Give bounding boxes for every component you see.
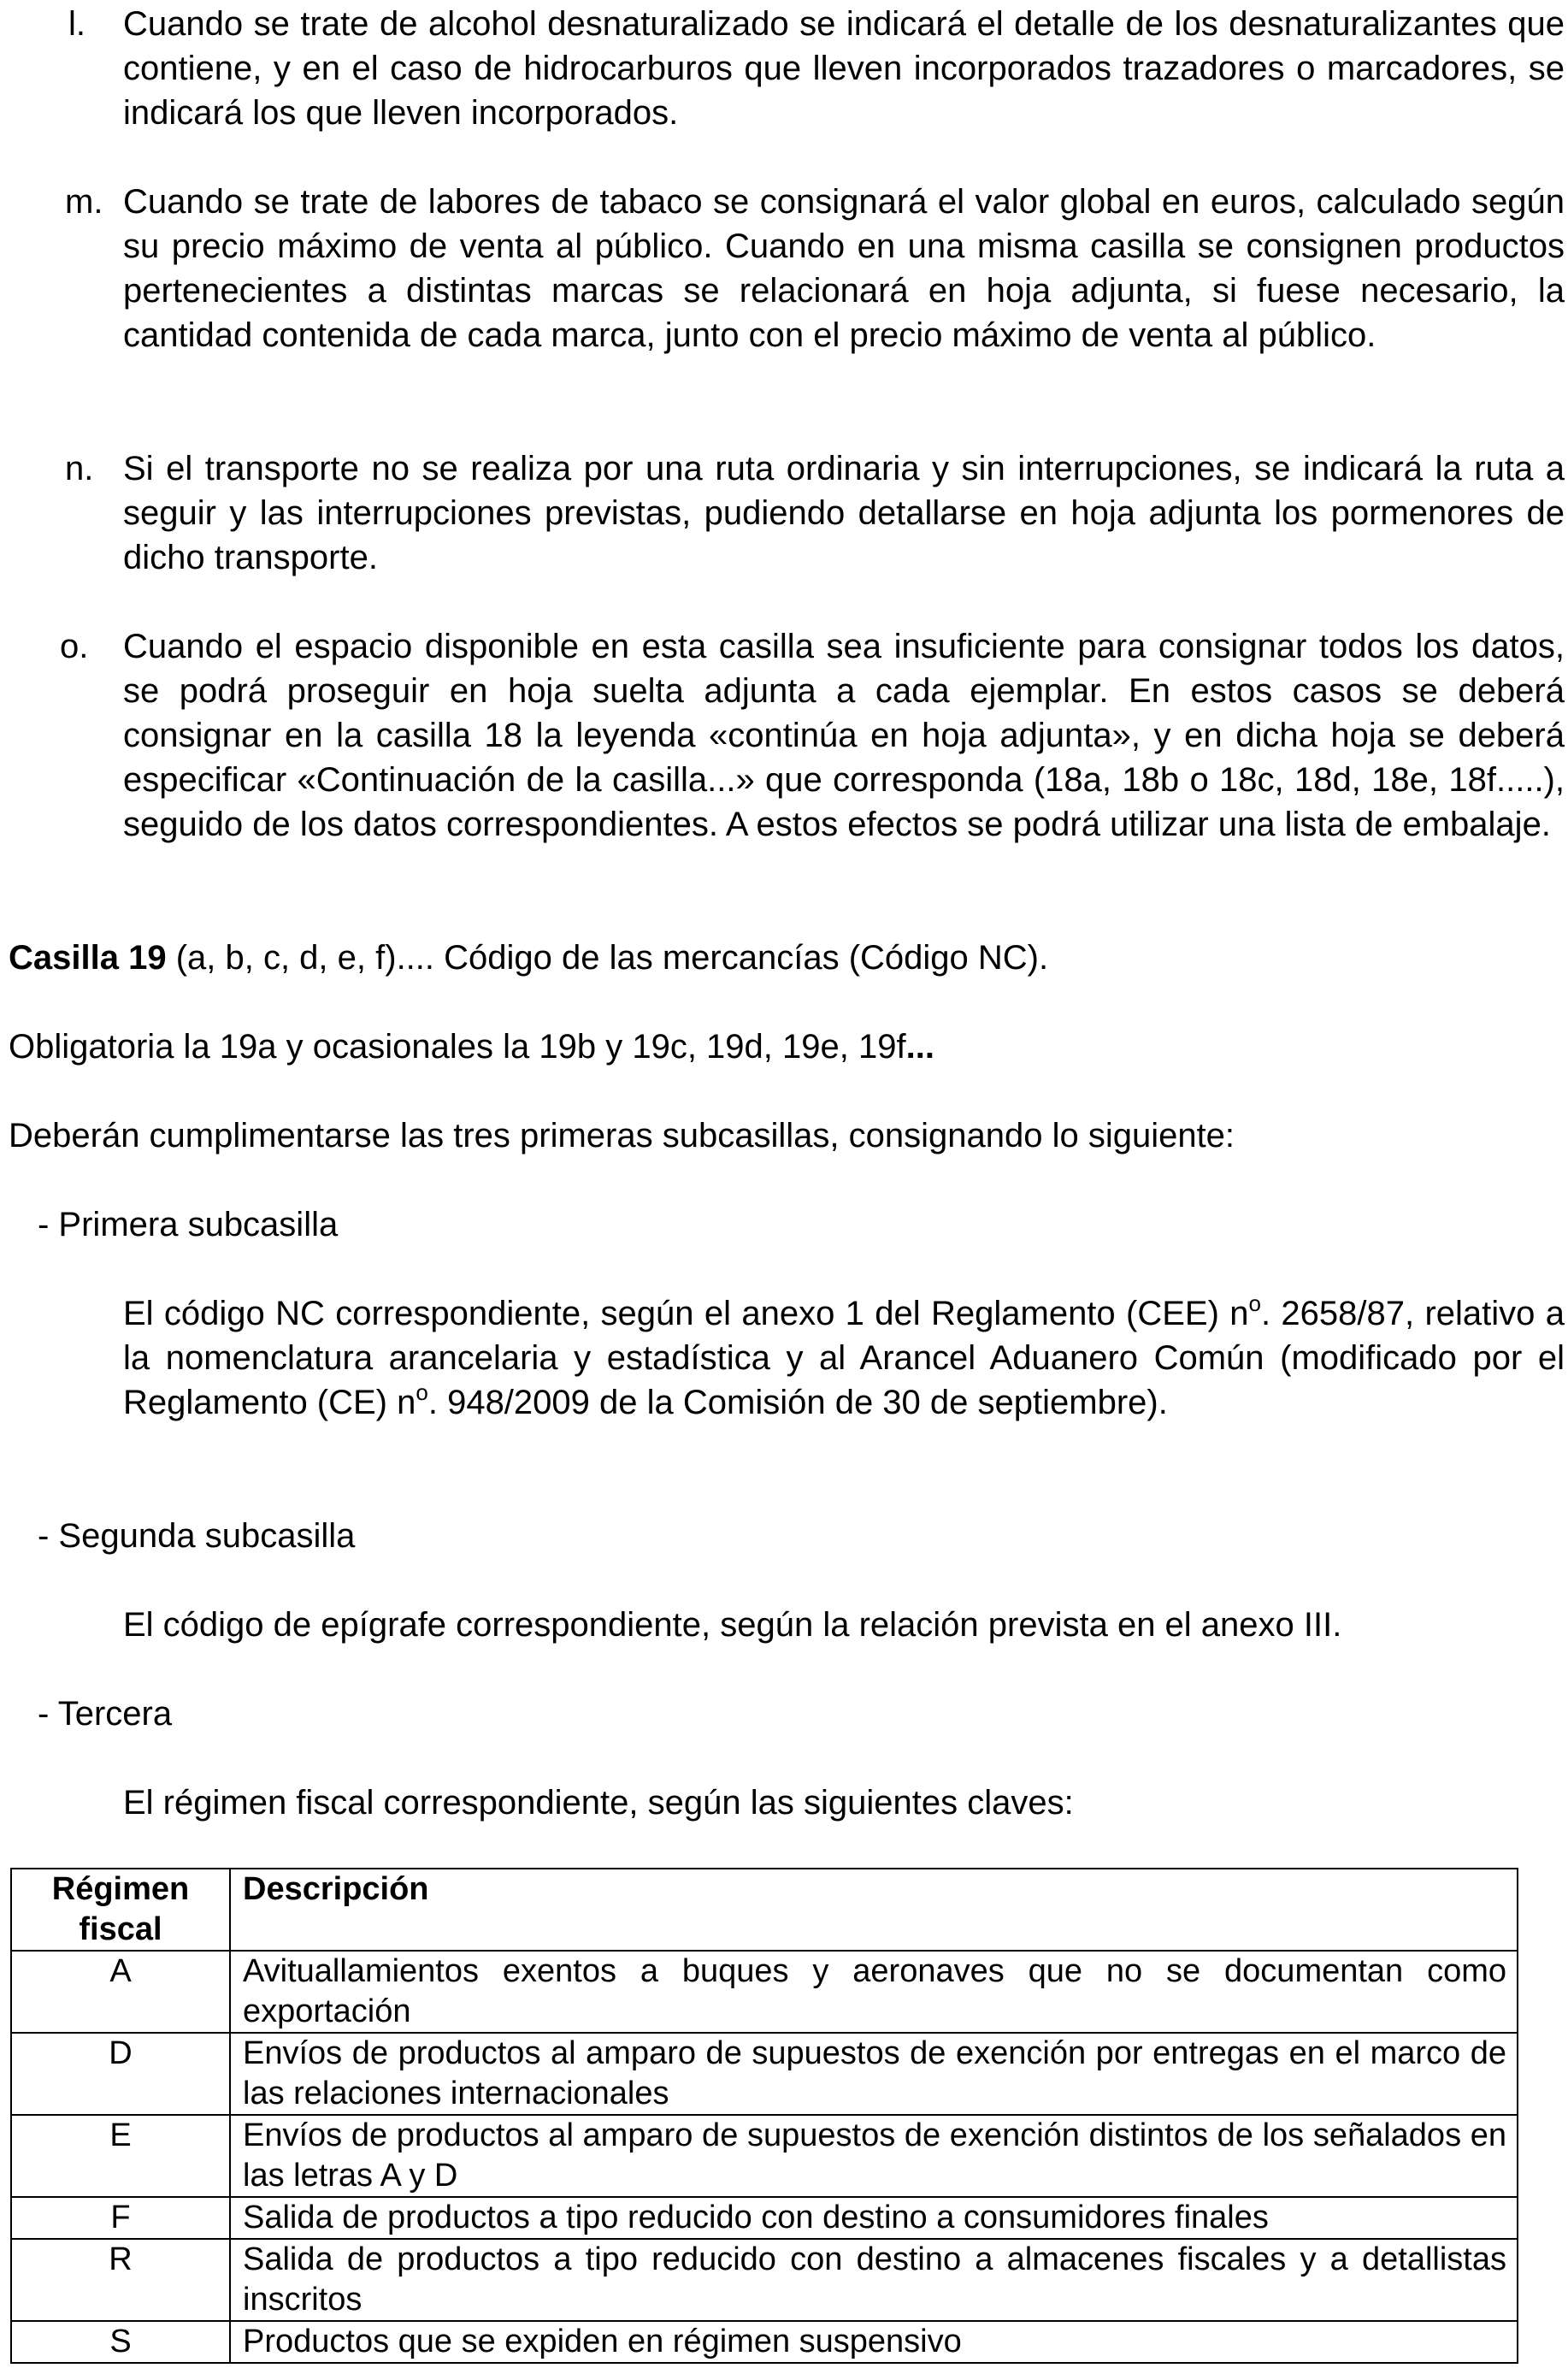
table-row bbox=[11, 2321, 1518, 2363]
table-row bbox=[11, 2239, 1518, 2321]
list-marker: o. bbox=[60, 628, 89, 665]
intro-text: Deberán cumplimentarse las tres primeras subcasillas, consignando lo siguiente: bbox=[9, 1117, 1235, 1155]
regimen-description: Productos que se expiden en régimen suspensivo bbox=[230, 2321, 1518, 2363]
list-item-text: Si el transporte no se realiza por una ruta ordinaria y sin interrupciones, se indicará la ruta a seguir y las interrupciones previstas, pudiendo detallarse en hoja adjunta los pormenores de dicho transporte. bbox=[123, 450, 1565, 576]
regimen-code: A bbox=[11, 1951, 230, 2033]
regimen-code: R bbox=[11, 2239, 230, 2321]
obligatoria-body: Obligatoria la 19a y ocasionales la 19b y 19c, 19d, 19e, 19f bbox=[9, 1028, 906, 1066]
regimen-description: Envíos de productos al amparo de supuestos de exención por entregas en el marco de las relaciones internacionales bbox=[230, 2033, 1518, 2115]
primera-text-part-1: El código NC correspondiente, según el anexo 1 del Reglamento (CEE) n bbox=[123, 1295, 1249, 1332]
regimen-code: S bbox=[11, 2321, 230, 2363]
tercera-subcasilla-title: - Tercera bbox=[38, 1695, 173, 1733]
list-item-o bbox=[0, 624, 1565, 847]
table-row bbox=[11, 1951, 1518, 2033]
list-marker: m. bbox=[65, 183, 103, 221]
primera-text-part-3: . 948/2009 de la Comisión de 30 de septiembre). bbox=[427, 1384, 1168, 1421]
obligatoria-ellipsis: ... bbox=[905, 1028, 934, 1066]
regimen-description: Salida de productos a tipo reducido con destino a consumidores finales bbox=[230, 2197, 1518, 2239]
casilla-heading bbox=[9, 936, 1048, 980]
primera-sup-2: o bbox=[416, 1379, 428, 1405]
header-descripcion: Descripción bbox=[230, 1869, 1518, 1951]
list-marker: n. bbox=[65, 450, 94, 487]
regimen-code: D bbox=[11, 2033, 230, 2115]
regimen-description: Salida de productos a tipo reducido con destino a almacenes fiscales y a detallistas inscritos bbox=[230, 2239, 1518, 2321]
table-row bbox=[11, 2033, 1518, 2115]
casilla-description: (a, b, c, d, e, f).... Código de las mercancías (Código NC). bbox=[166, 939, 1049, 977]
regimen-code: F bbox=[11, 2197, 230, 2239]
list-marker: l. bbox=[68, 5, 85, 43]
tercera-subcasilla-text: El régimen fiscal correspondiente, según las siguientes claves: bbox=[123, 1784, 1074, 1822]
primera-subcasilla-text bbox=[123, 1291, 1565, 1425]
table-row bbox=[11, 2115, 1518, 2197]
segunda-subcasilla-text: El código de epígrafe correspondiente, según la relación prevista en el anexo III. bbox=[123, 1606, 1342, 1644]
regimen-description: Avituallamientos exentos a buques y aeronaves que no se documentan como exportación bbox=[230, 1951, 1518, 2033]
segunda-subcasilla-title: - Segunda subcasilla bbox=[38, 1517, 356, 1555]
obligatoria-text bbox=[9, 1025, 934, 1069]
regimen-description: Envíos de productos al amparo de supuestos de exención distintos de los señalados en las letras A y D bbox=[230, 2115, 1518, 2197]
list-item-n bbox=[0, 446, 1565, 580]
list-item-m bbox=[0, 180, 1565, 357]
list-item-text: Cuando se trate de alcohol desnaturalizado se indicará el detalle de los desnaturalizantes que contiene, y en el caso de hidrocarburos que lleven incorporados trazadores o marcadores, se indicará los que lleven incorporados. bbox=[123, 5, 1565, 132]
table-header-row bbox=[11, 1869, 1518, 1951]
primera-subcasilla-title: - Primera subcasilla bbox=[38, 1206, 339, 1243]
list-item-l bbox=[0, 2, 1565, 135]
casilla-label: Casilla 19 bbox=[9, 939, 167, 977]
list-item-text: Cuando se trate de labores de tabaco se consignará el valor global en euros, calculado según su precio máximo de venta al público. Cuando en una misma casilla se consignen productos pertenecientes a distintas marcas se relacionará en hoja adjunta, si fuese necesario, la cantidad contenida de cada marca, junto con el precio máximo de venta al público. bbox=[123, 183, 1565, 354]
header-regimen-fiscal: Régimen fiscal bbox=[11, 1869, 230, 1951]
primera-sup-1: o bbox=[1248, 1290, 1261, 1316]
list-item-text: Cuando el espacio disponible en esta casilla sea insuficiente para consignar todos los datos, se podrá proseguir en hoja suelta adjunta a cada ejemplar. En estos casos se deberá consignar en la casilla 18 la leyenda «continúa en hoja adjunta», y en dicha hoja se deberá especificar «Continuación de la casilla...» que corresponda (18a, 18b o 18c, 18d, 18e, 18f.....), seguido de los datos correspondientes. A estos efectos se podrá utilizar una lista de embalaje. bbox=[123, 628, 1565, 843]
regimen-fiscal-table bbox=[10, 1868, 1518, 2364]
regimen-code: E bbox=[11, 2115, 230, 2197]
primera-text-part-2: . 2658/87, relativo a la nomenclatura arancelaria y estadística y al Arancel Aduanero Común (modificado por el Reglamento (CE) n bbox=[123, 1295, 1565, 1421]
table-row bbox=[11, 2197, 1518, 2239]
